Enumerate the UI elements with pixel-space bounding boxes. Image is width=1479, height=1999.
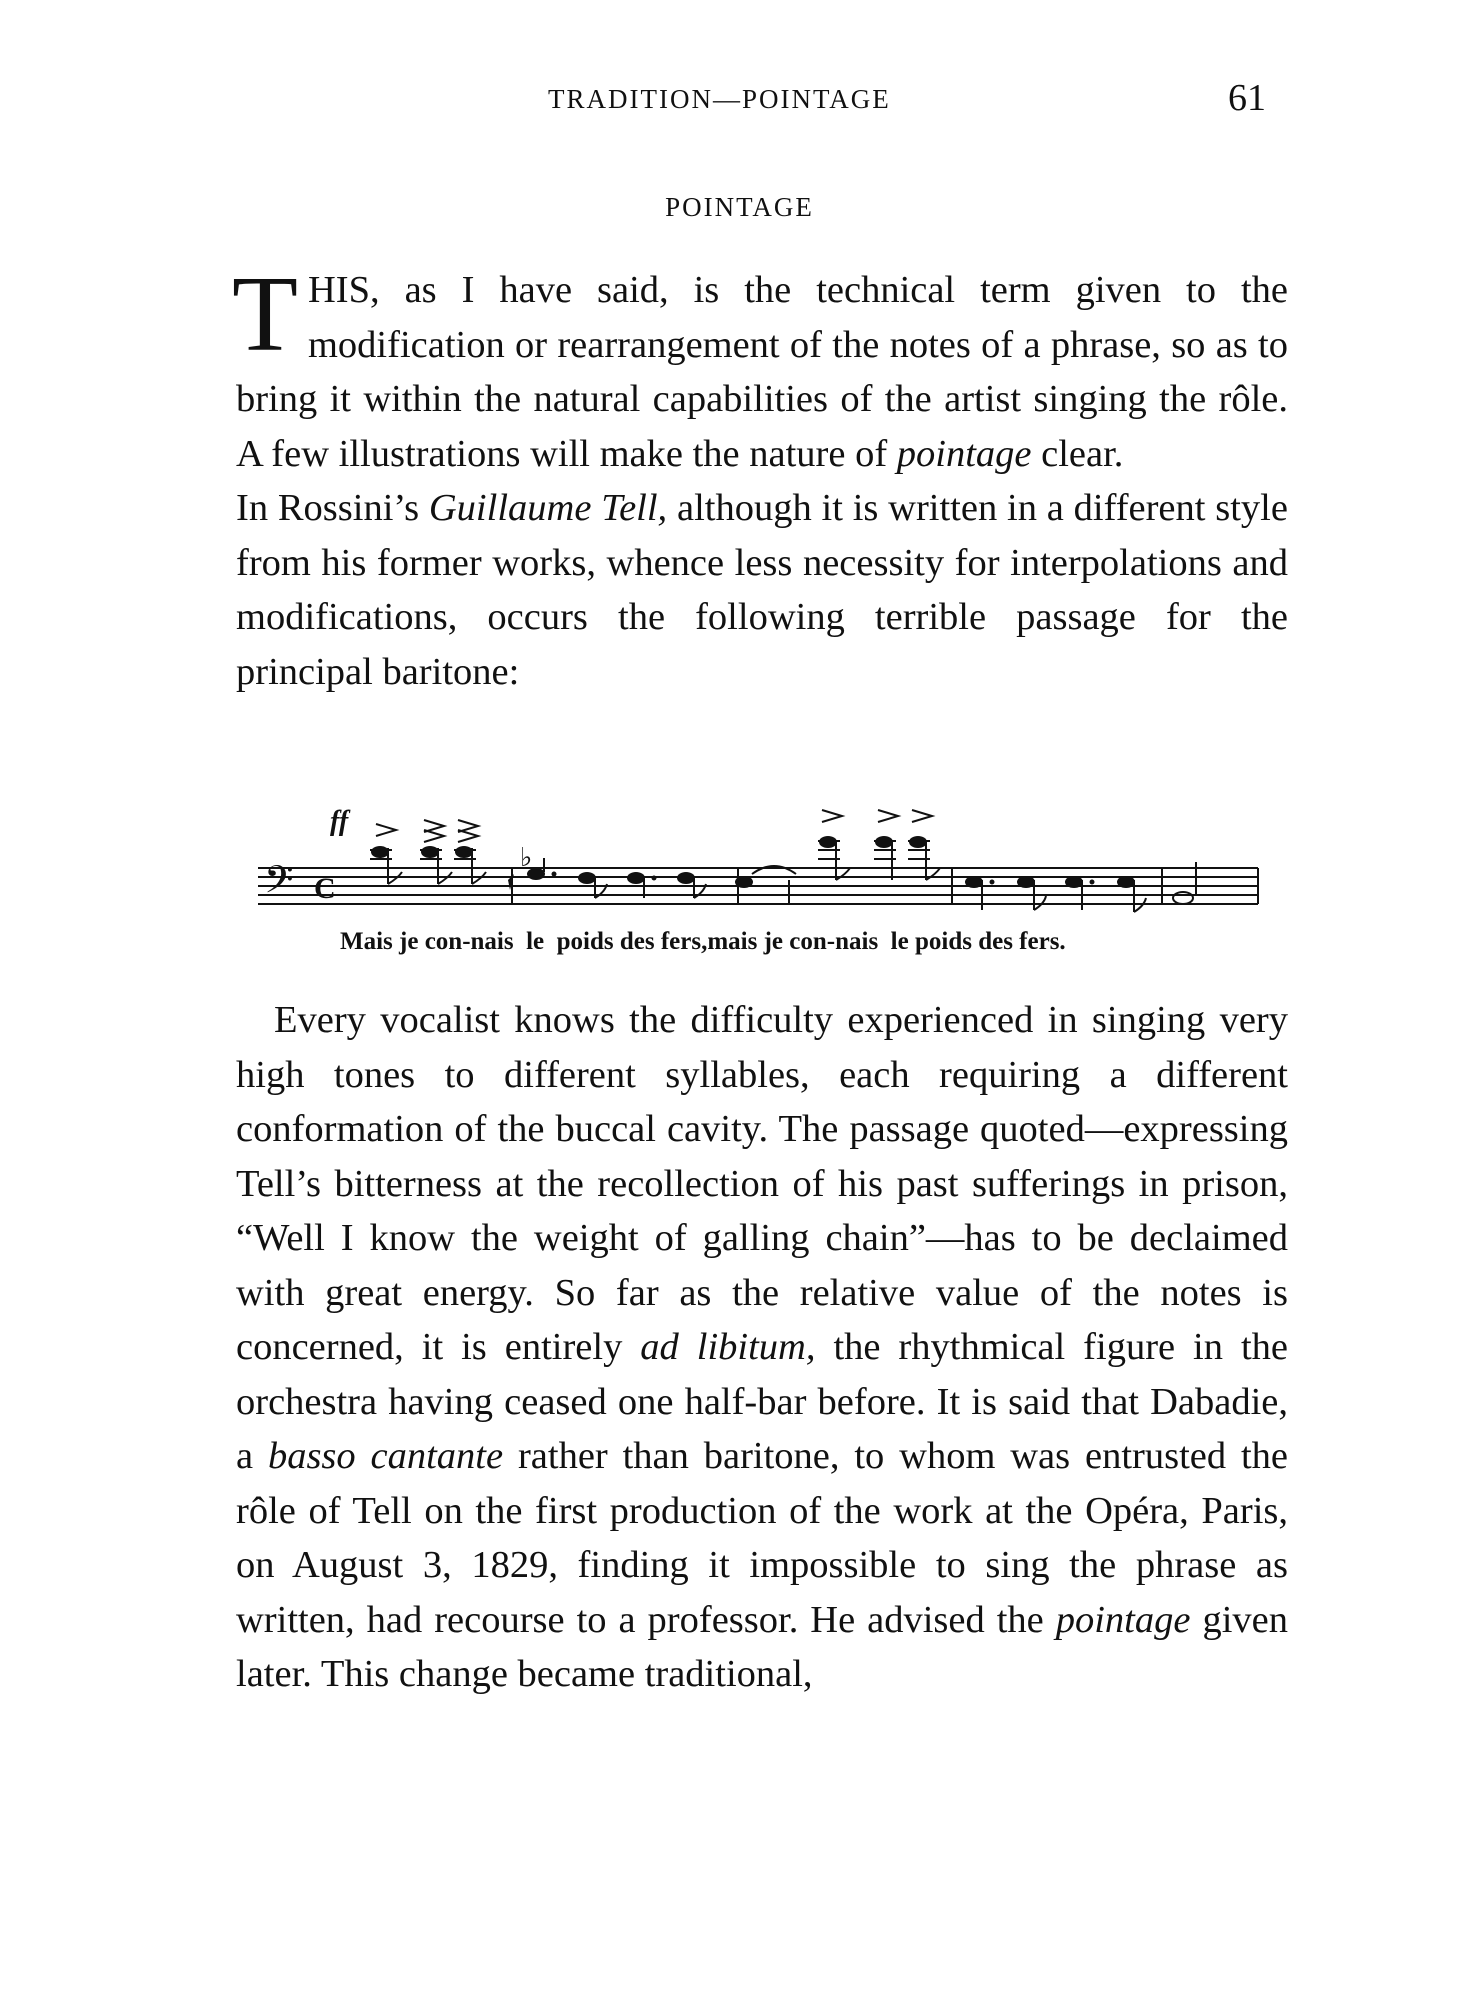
paragraph-2 bbox=[236, 481, 1288, 699]
paragraph-3 bbox=[236, 993, 1288, 1702]
svg-text:𝄢: 𝄢 bbox=[264, 857, 294, 911]
music-staff-figure bbox=[258, 780, 1268, 930]
paragraph-3-part2: the rhythmical figure in the orchestra having ceased one half-bar before. It is said that Dabadie, a bbox=[236, 1326, 1288, 1477]
lower-text bbox=[236, 993, 1288, 1702]
opening-text bbox=[232, 255, 1288, 699]
paragraph-3-italic2: basso cantante bbox=[267, 1435, 504, 1477]
paragraph-3-part1: Every vocalist knows the difficulty experienced in singing very high tones to different syllables, each requiring a different conformation of the buccal cavity. The passage quoted—expressing Tell’s bitterness at the recollection of his past sufferings in prison, “Well I know the weight of galling chain”—has to be declaimed with great energy. So far as the relative value of the notes is concerned, it is entirely bbox=[236, 999, 1288, 1368]
page-number: 61 bbox=[1228, 77, 1266, 119]
paragraph-3-part4: given later. This change became traditional, bbox=[236, 1598, 1288, 1695]
paragraph-1 bbox=[232, 255, 1288, 481]
dynamic-marking: ff bbox=[330, 806, 349, 837]
svg-text:♭: ♭ bbox=[520, 843, 533, 872]
paragraph-3-italic3: pointage bbox=[1055, 1598, 1191, 1641]
drop-cap: T bbox=[232, 255, 298, 374]
paragraph-1-end: clear. bbox=[1031, 432, 1124, 475]
running-head bbox=[0, 77, 1479, 124]
paragraph-1-text: HIS, as I have said, is the technical term given to the modification or rearrangement of the notes of a phrase, so as to bring it within the natural capabilities of the artist singing the rôle. A few illustrations will make the nature of bbox=[236, 269, 1288, 475]
paragraph-3-italic1: ad libitum, bbox=[640, 1326, 816, 1368]
section-title: POINTAGE bbox=[665, 192, 814, 222]
paragraph-1-italic: pointage bbox=[896, 432, 1032, 475]
paragraph-2-end: although it is written in a different style from his former works, whence less necessity for interpolations and modifications, occurs the following terrible passage for the principal baritone: bbox=[236, 487, 1288, 693]
running-title: TRADITION—POINTAGE bbox=[548, 84, 891, 114]
paragraph-2-italic: Guillaume Tell, bbox=[428, 487, 668, 529]
music-lyrics: Mais je con-nais le poids des fers,mais je con-nais le poids des fers. bbox=[340, 928, 1066, 955]
paragraph-3-part3: rather than baritone, to whom was entrusted the rôle of Tell on the first production of the work at the Opéra, Paris, on August 3, 1829, finding it impossible to sing the phrase as written, had recourse to a professor. He advised the bbox=[236, 1435, 1289, 1641]
paragraph-2-start: In Rossini’s bbox=[236, 487, 429, 529]
svg-text:C: C bbox=[314, 872, 336, 905]
